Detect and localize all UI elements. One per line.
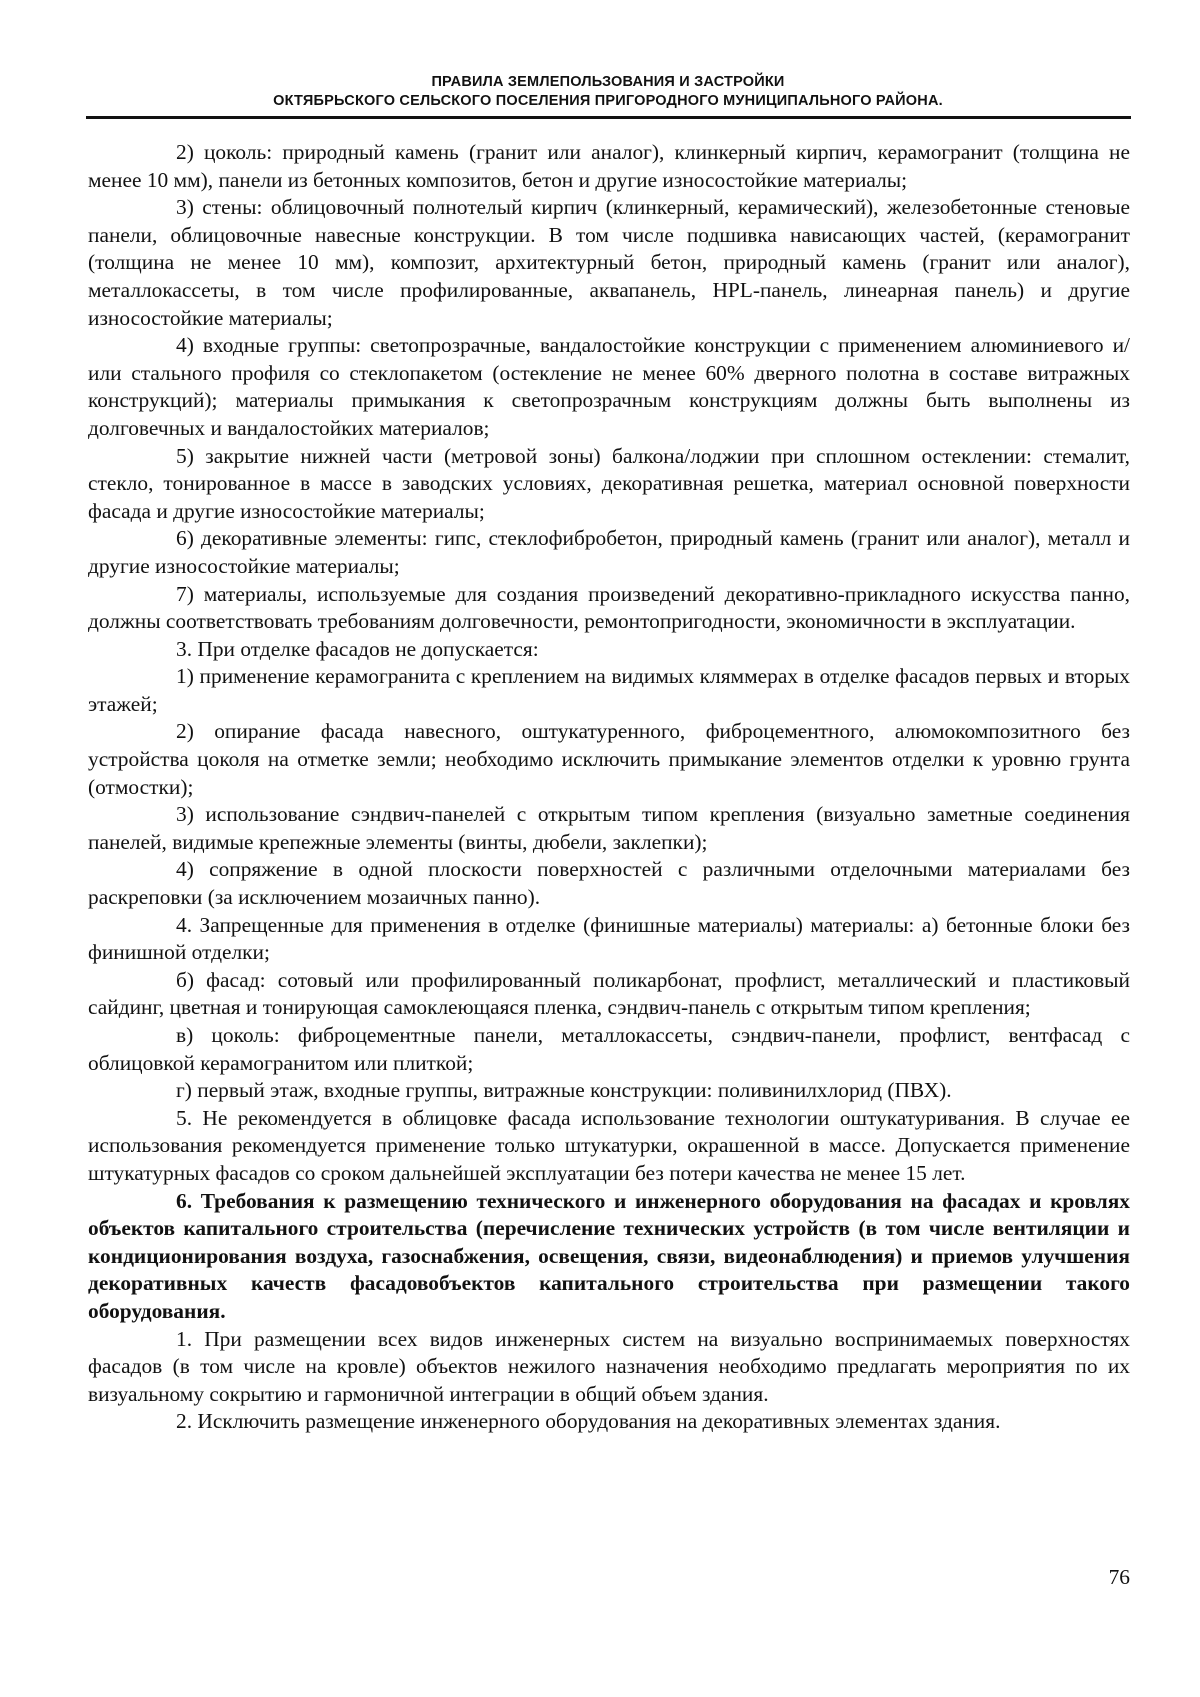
paragraph-decorative-elements: 6) декоративные элементы: гипс, стеклофибробетон, природный камень (гранит или аналог), металл и другие износостойкие материалы; bbox=[88, 526, 1130, 578]
paragraph-prohibited-b: б) фасад: сотовый или профилированный поликарбонат, профлист, металлический и пластиковый сайдинг, цветная и тонирующая самоклеющаяся пленка, сэндвич-панель с открытым типом крепления; bbox=[88, 967, 1130, 1020]
paragraph-not-allowed-1: 1) применение керамогранита с креплением на видимых кляммерах в отделке фасадов первых и вторых этажей; bbox=[88, 664, 1130, 716]
header-line-1: ПРАВИЛА ЗЕМЛЕПОЛЬЗОВАНИЯ И ЗАСТРОЙКИ bbox=[431, 74, 785, 90]
paragraph-not-allowed-2: 2) опирание фасада навесного, оштукатуренного, фиброцементного, алюмокомпозитного без устройства цоколя на отметке земли; необходимо исключить примыкание элементов отделки к уровню грунта (отмостки); bbox=[88, 719, 1130, 799]
paragraph-plastering: 5. Не рекомендуется в облицовке фасада использование технологии оштукатуривания. В случае ее использования рекомендуется применение только штукатурки, окрашенной в массе. Допускается применение штукатурных фасадов со сроком дальнейшей эксплуатации без потери качества не менее 15 лет. bbox=[88, 1105, 1130, 1185]
paragraph-entrance-groups: 4) входные группы: светопрозрачные, вандалостойкие конструкции с применением алюминиевого и/или стального профиля со стеклопакетом (остекление не менее 60% дверного полотна в составе витражных конструкций); материалы примыкания к светопрозрачным конструкциям должны быть выполнены из долговечных и вандалостойких материалов; bbox=[88, 333, 1130, 440]
header-line-2: ОКТЯБРЬСКОГО СЕЛЬСКОГО ПОСЕЛЕНИЯ ПРИГОРОДНОГО МУНИЦИПАЛЬНОГО РАЙОНА. bbox=[273, 93, 943, 109]
section-heading-6: 6. Требования к размещению технического и инженерного оборудования на фасадах и кровлях объектов капитального строительства (перечисление технических устройств (в том числе вентиляции и кондиционирования воздуха, газоснабжения, освещения, связи, видеонаблюдения) и приемов улучшения декоративных качеств фасадовобъектов капитального строительства при размещении такого оборудования. bbox=[88, 1188, 1130, 1323]
paragraph-prohibited-a: 4. Запрещенные для применения в отделке (финишные материалы) материалы: а) бетонные блоки без финишной отделки; bbox=[88, 912, 1130, 965]
paragraph-not-allowed-4: 4) сопряжение в одной плоскости поверхностей с различными отделочными материалами без раскреповки (за исключением мозаичных панно). bbox=[88, 857, 1130, 910]
paragraph-balcony-closure: 5) закрытие нижней части (метровой зоны) балкона/лоджии при сплошном остеклении: стемалит, стекло, тонированное в массе в заводских условиях, декоративная решетка, материал основной поверхности фасада и другие износостойкие материалы; bbox=[88, 443, 1130, 523]
paragraph-prohibited-g: г) первый этаж, входные группы, витражные конструкции: поливинилхлорид (ПВХ). bbox=[176, 1078, 952, 1103]
header-divider bbox=[86, 116, 1131, 119]
paragraph-prohibited-v: в) цоколь: фиброцементные панели, металлокассеты, сэндвич-панели, профлист, вентфасад с облицовкой керамогранитом или плиткой; bbox=[88, 1023, 1130, 1075]
running-header bbox=[88, 73, 1128, 111]
paragraph-wall-materials: 3) стены: облицовочный полнотелый кирпич (клинкерный, керамический), железобетонные стеновые панели, облицовочные навесные конструкции. В том числе подшивка нависающих частей, (керамогранит (толщина не менее 10 мм), композит, архитектурный бетон, природный камень (гранит или аналог), металлокассеты, в том числе профилированные, аквапанель, HPL-панель, линеарная панель) и другие износостойкие материалы; bbox=[88, 195, 1130, 330]
paragraph-engineering-systems: 1. При размещении всех видов инженерных систем на визуально воспринимаемых поверхностях фасадов (в том числе на кровле) объектов нежилого назначения необходимо предлагать мероприятия по их визуальному сокрытию и гармоничной интеграции в общий объем здания. bbox=[88, 1326, 1130, 1406]
paragraph-decorative-placement: 2. Исключить размещение инженерного оборудования на декоративных элементах здания. bbox=[176, 1409, 1001, 1434]
paragraph-not-allowed-3: 3) использование сэндвич-панелей с открытым типом крепления (визуально заметные соединения панелей, видимые крепежные элементы (винты, дюбели, заклепки); bbox=[88, 802, 1130, 854]
paragraph-decorative-art-materials: 7) материалы, используемые для создания произведений декоративно-прикладного искусства панно, должны соответствовать требованиям долговечности, ремонтопригодности, экономичности в эксплуатации. bbox=[88, 581, 1130, 634]
paragraph-not-allowed-intro: 3. При отделке фасадов не допускается: bbox=[176, 636, 539, 661]
paragraph-plinth-materials: 2) цоколь: природный камень (гранит или аналог), клинкерный кирпич, керамогранит (толщина не менее 10 мм), панели из бетонных композитов, бетон и другие износостойкие материалы; bbox=[88, 140, 1130, 192]
body-text bbox=[88, 139, 1130, 1436]
page-number: 76 bbox=[1108, 1565, 1130, 1589]
